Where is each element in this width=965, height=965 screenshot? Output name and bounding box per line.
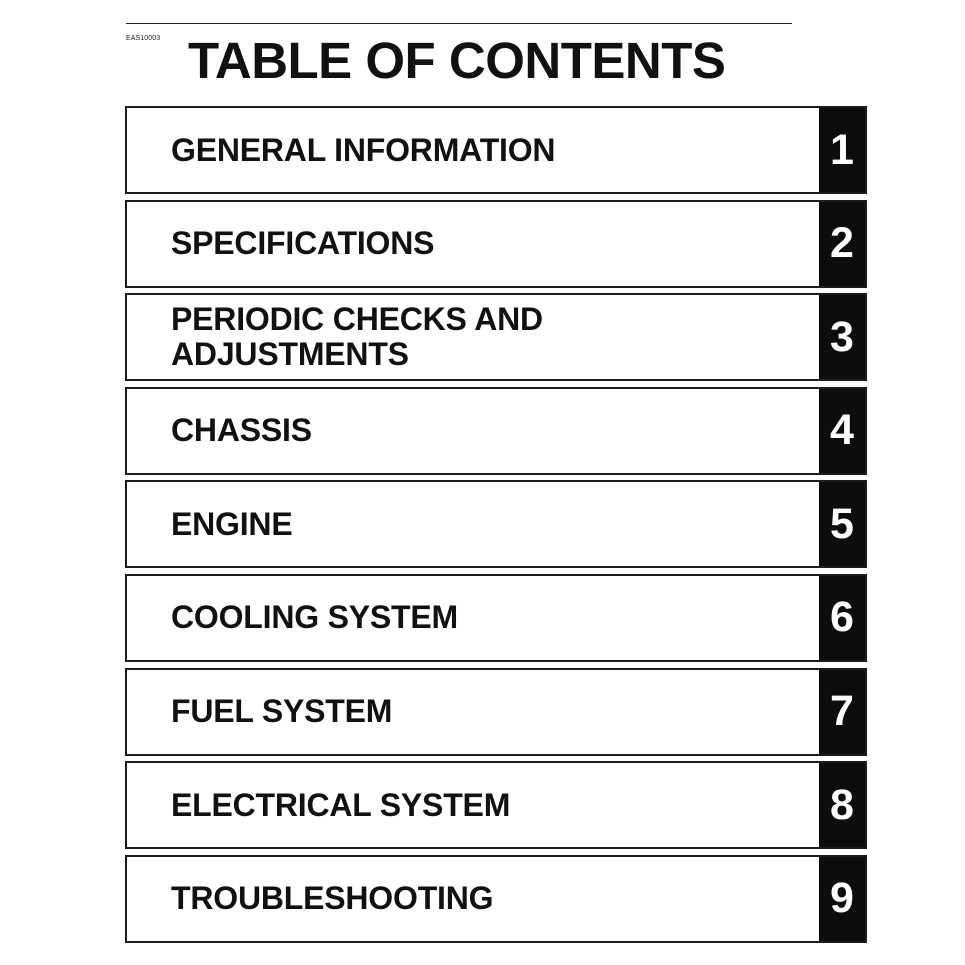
chapter-tab[interactable] <box>819 389 865 473</box>
chapter-tab[interactable] <box>819 576 865 660</box>
toc-entry-label: ENGINE <box>171 505 293 542</box>
chapter-tab[interactable] <box>819 108 865 192</box>
toc-entry-label: SPECIFICATIONS <box>171 225 435 262</box>
chapter-tab[interactable] <box>819 857 865 941</box>
toc-entry-label: COOLING SYSTEM <box>171 599 458 636</box>
chapter-number: 5 <box>830 499 854 548</box>
toc-entry-engine[interactable] <box>125 480 867 568</box>
toc-entry-general-information[interactable] <box>125 106 867 194</box>
chapter-tab[interactable] <box>819 295 865 379</box>
toc-entry-label: PERIODIC CHECKS AND ADJUSTMENTS <box>171 301 543 373</box>
toc-entry-label: ELECTRICAL SYSTEM <box>171 786 511 823</box>
toc-entry-label: TROUBLESHOOTING <box>171 880 494 917</box>
toc-entry-label: CHASSIS <box>171 412 312 449</box>
chapter-number: 4 <box>830 406 854 455</box>
chapter-number: 7 <box>830 687 854 736</box>
toc-entry-label: FUEL SYSTEM <box>171 693 393 730</box>
toc-entry-specifications[interactable] <box>125 200 867 288</box>
toc-entry-fuel-system[interactable] <box>125 668 867 756</box>
toc-entry-periodic-checks[interactable] <box>125 293 867 381</box>
chapter-number: 3 <box>830 312 854 361</box>
chapter-tab[interactable] <box>819 670 865 754</box>
page-title: TABLE OF CONTENTS <box>188 32 726 89</box>
toc-entry-chassis[interactable] <box>125 387 867 475</box>
toc-entry-troubleshooting[interactable] <box>125 855 867 943</box>
chapter-number: 1 <box>830 125 854 174</box>
chapter-number: 9 <box>830 874 854 923</box>
toc-entry-cooling-system[interactable] <box>125 574 867 662</box>
chapter-tab[interactable] <box>819 763 865 847</box>
top-rule <box>126 23 792 24</box>
chapter-tab[interactable] <box>819 482 865 566</box>
toc-list <box>125 106 867 943</box>
chapter-tab[interactable] <box>819 202 865 286</box>
toc-entry-label: GENERAL INFORMATION <box>171 131 556 168</box>
document-code: EAS10003 <box>126 35 161 42</box>
chapter-number: 8 <box>830 780 854 829</box>
toc-entry-electrical-system[interactable] <box>125 761 867 849</box>
chapter-number: 2 <box>830 219 854 268</box>
chapter-number: 6 <box>830 593 854 642</box>
